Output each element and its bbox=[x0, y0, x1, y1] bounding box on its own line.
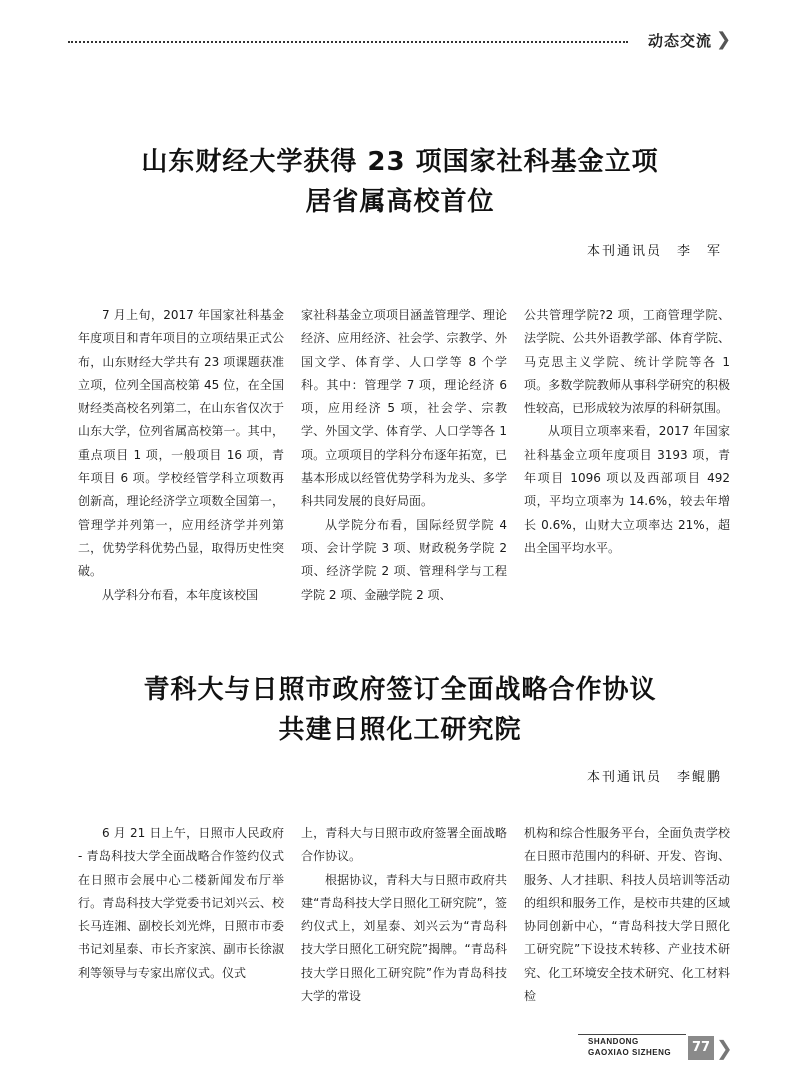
article-2-body bbox=[78, 822, 730, 1008]
chevron-right-icon: ❯ bbox=[716, 1036, 733, 1060]
title-line: 居省属高校首位 bbox=[305, 187, 495, 217]
paragraph: 上，青科大与日照市政府签署全面战略合作协议。 bbox=[301, 826, 507, 864]
paragraph: 机构和综合性服务平台，全面负责学校在日照市范围内的科研、开发、咨询、服务、人才挂职、科技人员培训等活动的组织和服务工作，是校市共建的区域协同创新中心，“青岛科技大学日照化工研究院”下设技术转移、产业技术研究、化工环境安全技术研究、化工材料检 bbox=[524, 826, 730, 1004]
paragraph: 公共管理学院?2 项，工商管理学院、法学院、公共外语教学部、体育学院、马克思主义学院、统计学院等各 1 项。多数学院教师从事科学研究的积极性较高，已形成较为浓厚的科研氛围。 bbox=[524, 308, 730, 416]
chevron-right-icon: ❯ bbox=[716, 29, 732, 50]
paragraph: 从学院分布看，国际经贸学院 4 项、会计学院 3 项、财政税务学院 2 项、经济学院 2 项、管理科学与工程学院 2 项、金融学院 2 项、 bbox=[301, 517, 507, 602]
article-2-byline: 本刊通讯员 李鲲鹏 bbox=[586, 770, 722, 785]
paragraph: 从学科分布看，本年度该校国 bbox=[102, 587, 259, 602]
title-line: 山东财经大学获得 23 项国家社科基金立项 bbox=[141, 147, 659, 177]
article-2-column-1 bbox=[78, 822, 284, 1008]
article-2-title bbox=[60, 670, 740, 750]
paragraph: 从项目立项率来看，2017 年国家社科基金立项年度项目 3193 项，青年项目 1096 项以及西部项目 492 项，平均立项率为 14.6%，较去年增长 0.6%，山财大立项率达 21%，超出全国平均水平。 bbox=[524, 424, 730, 555]
article-1-byline: 本刊通讯员 李 军 bbox=[586, 244, 722, 259]
journal-name-line-1: SHANDONG bbox=[588, 1037, 639, 1046]
paragraph: 家社科基金立项项目涵盖管理学、理论经济、应用经济、社会学、宗教学、外国文学、体育学、人口学等 8 个学科。其中：管理学 7 项，理论经济 6 项，应用经济 5 项，社会学、宗教学、外国文学、体育学、人口学等各 1 项。立项项目的学科分布逐年拓宽，已基本形成以经管优势学科为龙头、多学科共同发展的良好局面。 bbox=[301, 308, 507, 509]
section-label: 动态交流 bbox=[647, 32, 712, 50]
footer-rule bbox=[578, 1034, 686, 1035]
page-number: 77 bbox=[688, 1036, 714, 1060]
paragraph: 7 月上旬，2017 年国家社科基金年度项目和青年项目的立项结果正式公布，山东财经大学共有 23 项课题获准立项，位列全国高校第 45 位，在全国财经类高校名列第二，在山东省仅次于山东大学，位列省属高校第一。其中，重点项目 1 项，一般项目 16 项，青年项目 6 项。学校经管学科立项数再创新高，理论经济学立项数全国第一，管理学并列第一，应用经济学并列第二，优势学科优势凸显，取得历史性突破。 bbox=[78, 308, 284, 579]
journal-name-line-2: GAOXIAO SIZHENG bbox=[588, 1048, 672, 1057]
article-1-column-3 bbox=[524, 304, 730, 607]
article-1-column-2 bbox=[301, 304, 507, 607]
article-1-title bbox=[60, 142, 740, 222]
article-1-body bbox=[78, 304, 730, 607]
header-dotted-rule bbox=[68, 41, 628, 43]
article-2-column-3 bbox=[524, 822, 730, 1008]
paragraph: 根据协议，青科大与日照市政府共建“青岛科技大学日照化工研究院”，签约仪式上，刘星泰、刘兴云为“青岛科技大学日照化工研究院”揭牌。“青岛科技大学日照化工研究院”作为青岛科技大学的常设 bbox=[301, 872, 507, 1004]
article-1-column-1 bbox=[78, 304, 284, 607]
title-line: 共建日照化工研究院 bbox=[278, 715, 522, 745]
paragraph: 6 月 21 日上午，日照市人民政府 - 青岛科技大学全面战略合作签约仪式在日照市会展中心二楼新闻发布厅举行。青岛科技大学党委书记刘兴云、校长马连湘、副校长刘光烨，日照市市委书记刘星泰、市长齐家滨、副市长徐淑利等领导与专家出席仪式。仪式 bbox=[78, 826, 284, 980]
title-line: 青科大与日照市政府签订全面战略合作协议 bbox=[143, 675, 657, 705]
article-2-column-2 bbox=[301, 822, 507, 1008]
